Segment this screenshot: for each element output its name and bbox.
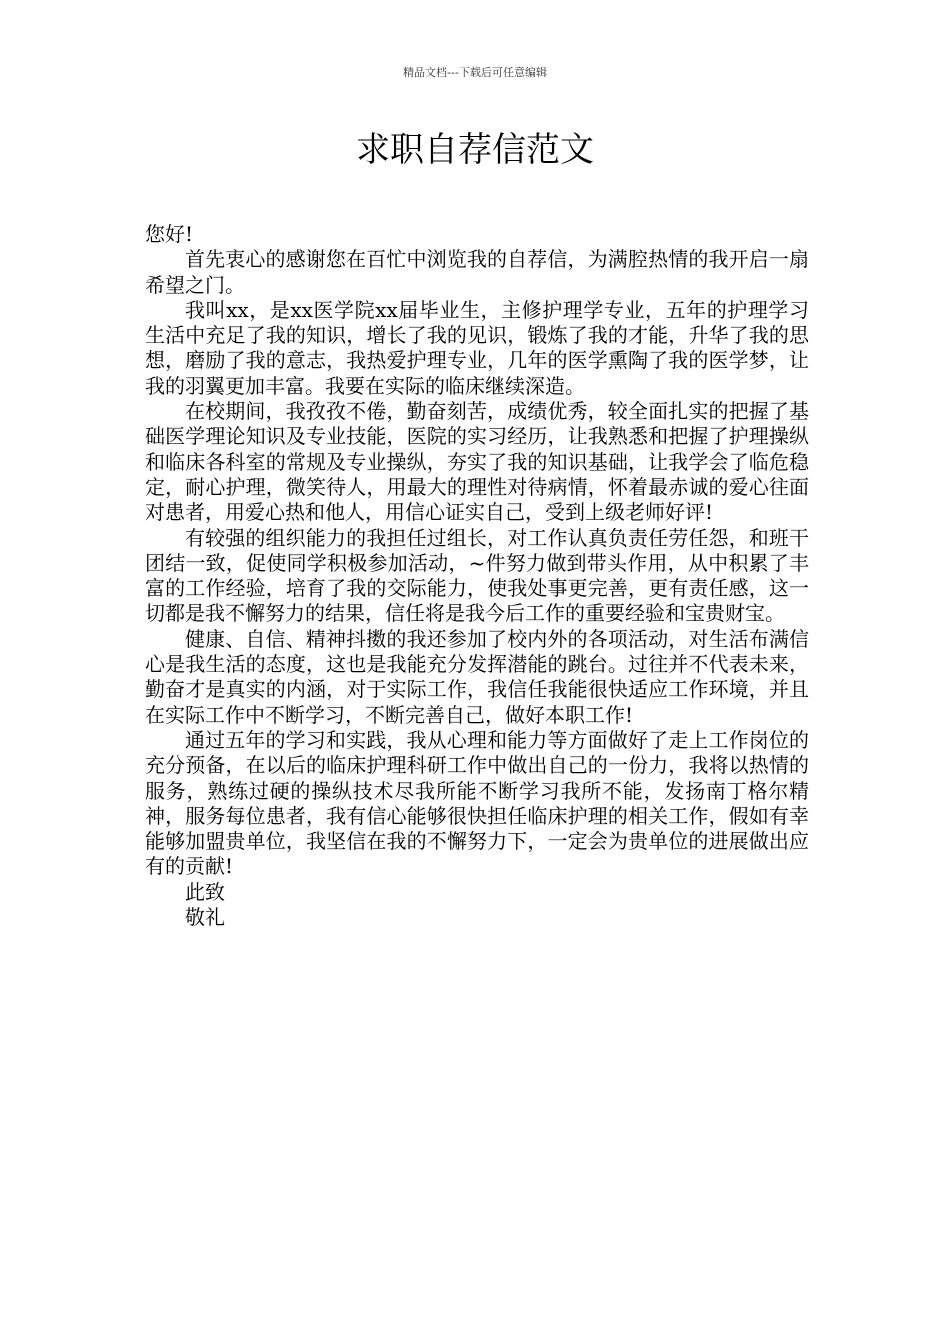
letter-closing-jing-li: 敬礼 [185, 905, 225, 930]
letter-paragraph: 健康、自信、精神抖擞的我还参加了校内外的各项活动，对生活布满信心是我生活的态度，这也是我能充分发挥潜能的跳台。过往并不代表未来，勤奋才是真实的内涵，对于实际工作，我信任我能很快适应工作环境，并且在实际工作中不断学习，不断完善自己，做好本职工作! [145, 626, 809, 727]
document-title: 求职自荐信范文 [356, 130, 594, 170]
header-note: 精品文档---下载后可任意编辑 [403, 66, 547, 79]
letter-body [145, 222, 809, 930]
letter-paragraph: 在校期间，我孜孜不倦，勤奋刻苦，成绩优秀，较全面扎实的把握了基础医学理论知识及专业技能，医院的实习经历，让我熟悉和把握了护理操纵和临床各科室的常规及专业操纵，夯实了我的知识基础，让我学会了临危稳定，耐心护理，微笑待人，用最大的理性对待病情，怀着最赤诚的爱心往面对患者，用爱心热和他人，用信心证实自己，受到上级老师好评! [145, 399, 809, 525]
letter-paragraph: 通过五年的学习和实践，我从心理和能力等方面做好了走上工作岗位的充分预备，在以后的临床护理科研工作中做出自己的一份力，我将以热情的服务，熟练过硬的操纵技术尽我所能不断学习我所不能，发扬南丁格尔精神，服务每位患者，我有信心能够很快担任临床护理的相关工作，假如有幸能够加盟贵单位，我坚信在我的不懈努力下，一定会为贵单位的进展做出应有的贡献! [145, 727, 809, 879]
letter-closing-ci-zhi: 此致 [185, 879, 225, 904]
letter-paragraph: 我叫xx，是xx医学院xx届毕业生，主修护理学专业，五年的护理学习生活中充足了我的知识，增长了我的见识，锻炼了我的才能，升华了我的思想，磨励了我的意志，我热爱护理专业，几年的医学熏陶了我的医学梦，让我的羽翼更加丰富。我要在实际的临床继续深造。 [145, 297, 809, 398]
letter-greeting: 您好! [145, 222, 194, 246]
letter-paragraph: 首先衷心的感谢您在百忙中浏览我的自荐信，为满腔热情的我开启一扇希望之门。 [145, 247, 809, 297]
letter-paragraph: 有较强的组织能力的我担任过组长，对工作认真负责任劳任怨，和班干团结一致，促使同学积极参加活动，~件努力做到带头作用，从中积累了丰富的工作经验，培育了我的交际能力，使我处事更完善，更有责任感，这一切都是我不懈努力的结果，信任将是我今后工作的重要经验和宝贵财宝。 [145, 525, 809, 626]
